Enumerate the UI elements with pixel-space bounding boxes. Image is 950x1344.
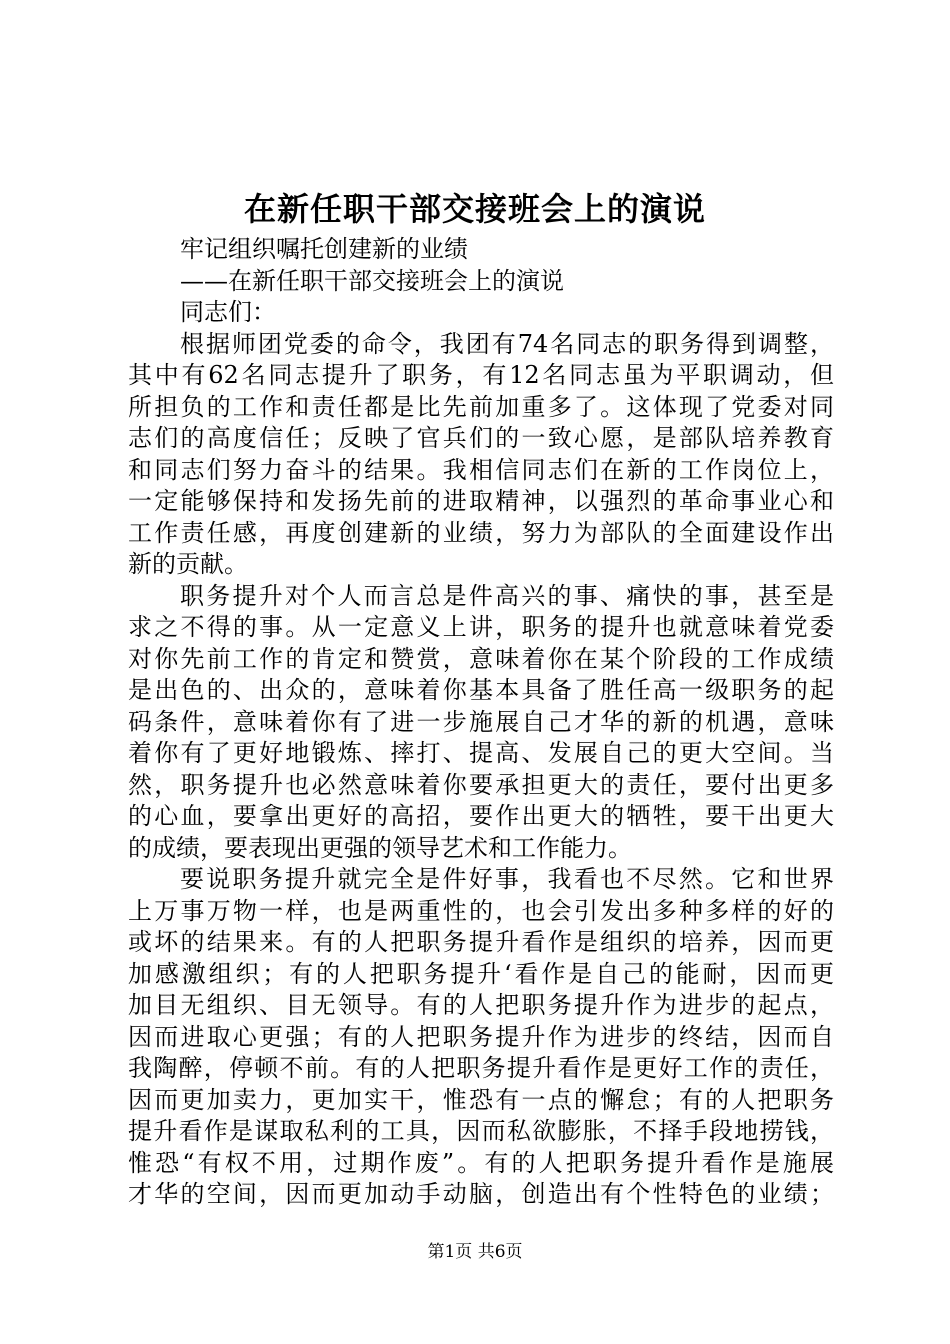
document-title: 在新任职干部交接班会上的演说 <box>243 190 706 228</box>
text-line: 然，职务提升也必然意味着你要承担更大的责任，要付出更多 <box>128 770 834 799</box>
text-line: 和同志们努力奋斗的结果。我相信同志们在新的工作岗位上， <box>128 455 834 484</box>
subtitle-line: 牢记组织嘱托创建新的业绩 <box>180 235 468 263</box>
text-line: 根据师团党委的命令，我团有74名同志的职务得到调整， <box>180 329 834 358</box>
text-line: 的成绩，要表现出更强的领导艺术和工作能力。 <box>128 833 632 862</box>
text-line: 新的贡献。 <box>128 550 248 578</box>
paragraph <box>128 581 834 865</box>
text-line: 或坏的结果来。有的人把职务提升看作是组织的培养，因而更 <box>128 928 834 956</box>
text-line: 才华的空间，因而更加动手动脑，创造出有个性特色的业绩； <box>128 1180 834 1208</box>
text-line: 着你有了更好地锻炼、摔打、提高、发展自己的更大空间。当 <box>128 739 834 767</box>
paragraph <box>128 864 834 1211</box>
text-line: 上万事万物一样，也是两重性的，也会引发出多种多样的好的 <box>128 896 834 925</box>
subtitle-line: ——在新任职干部交接班会上的演说 <box>180 266 564 295</box>
salutation: 同志们： <box>180 298 276 326</box>
text-line: 对你先前工作的肯定和赞赏，意味着你在某个阶段的工作成绩 <box>128 644 834 673</box>
page-indicator: 第1页 共6页 <box>427 1242 523 1262</box>
text-line: 因而更加卖力，更加实干，惟恐有一点的懈怠；有的人把职务 <box>128 1085 834 1114</box>
text-line: 要说职务提升就完全是件好事，我看也不尽然。它和世界 <box>180 865 834 893</box>
text-line: 工作责任感，再度创建新的业绩，努力为部队的全面建设作出 <box>128 518 834 547</box>
text-line: 加感激组织；有的人把职务提升‘看作是自己的能耐，因而更 <box>128 959 834 988</box>
text-line: 职务提升对个人而言总是件高兴的事、痛快的事，甚至是 <box>180 581 834 610</box>
text-line: 志们的高度信任；反映了官兵们的一致心愿，是部队培养教育 <box>128 424 834 452</box>
text-line: 因而进取心更强；有的人把职务提升作为进步的终结，因而自 <box>128 1022 834 1051</box>
text-line: 一定能够保持和发扬先前的进取精神，以强烈的革命事业心和 <box>128 487 834 515</box>
document-body <box>128 234 834 1211</box>
text-line: 码条件，意味着你有了进一步施展自己才华的新的机遇，意味 <box>128 707 834 736</box>
text-line: 其中有62名同志提升了职务，有12名同志虽为平职调动，但 <box>128 361 834 389</box>
text-line: 的心血，要拿出更好的高招，要作出更大的牺牲，要干出更大 <box>128 802 834 830</box>
text-line: 提升看作是谋取私利的工具，因而私欲膨胀，不择手段地捞钱， <box>128 1117 834 1145</box>
text-line: 所担负的工作和责任都是比先前加重多了。这体现了党委对同 <box>128 392 834 421</box>
text-line: 我陶醉，停顿不前。有的人把职务提升看作是更好工作的责任， <box>128 1054 834 1082</box>
text-line: 是出色的、出众的，意味着你基本具备了胜任高一级职务的起 <box>128 676 834 704</box>
text-line: 加目无组织、目无领导。有的人把职务提升作为进步的起点， <box>128 991 834 1019</box>
text-line: 求之不得的事。从一定意义上讲，职务的提升也就意味着党委 <box>128 613 834 641</box>
text-line: 惟恐“有权不用，过期作废”。有的人把职务提升看作是施展 <box>128 1148 834 1177</box>
paragraph <box>128 329 834 581</box>
